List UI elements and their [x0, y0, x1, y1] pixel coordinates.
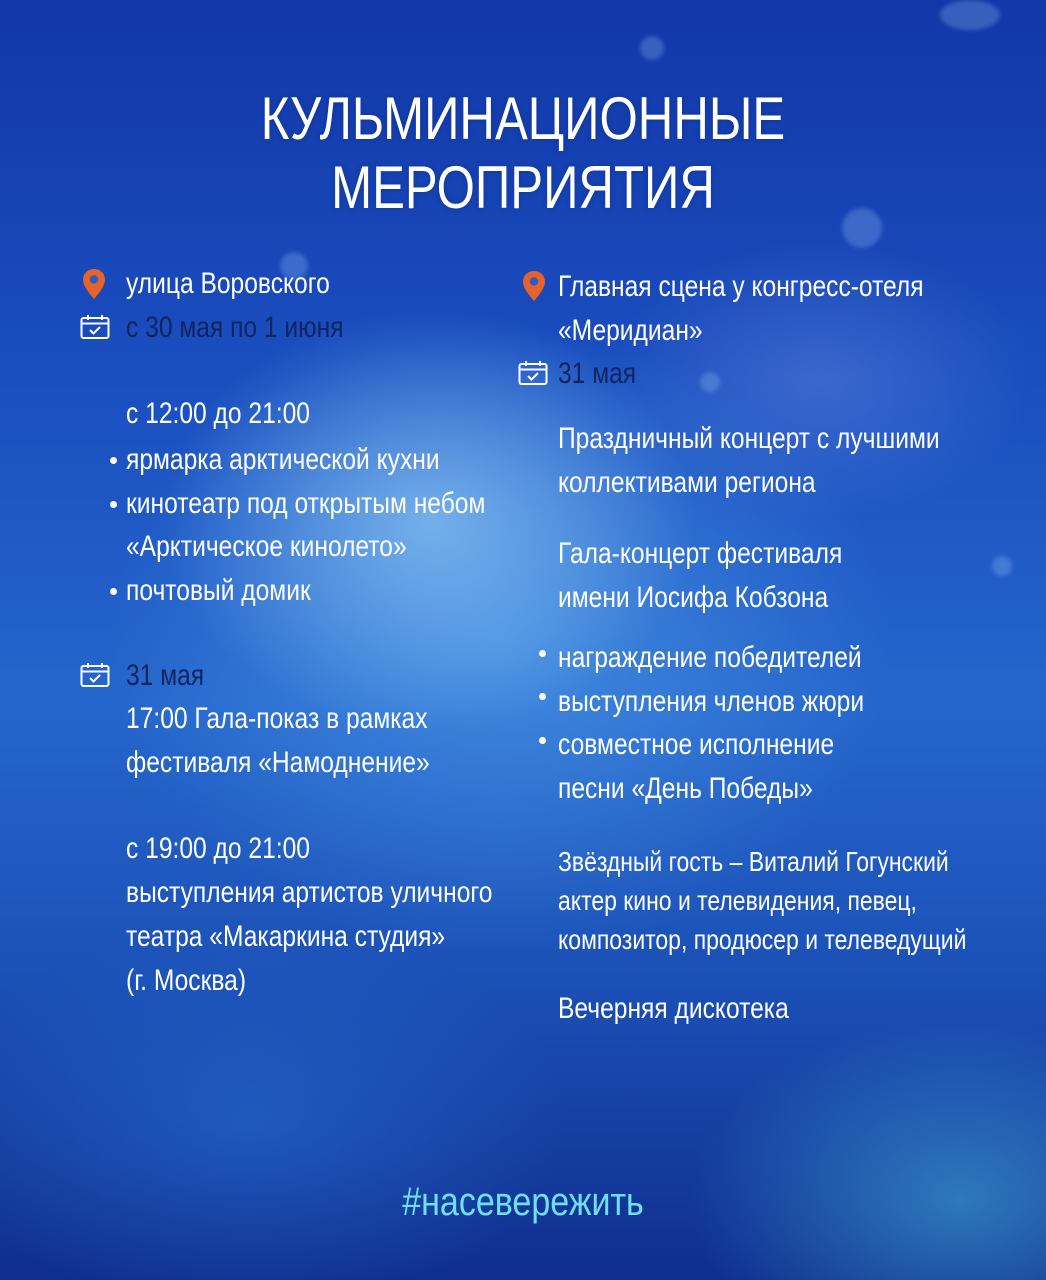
left-time-2: с 19:00 до 21:00: [126, 832, 310, 865]
left-date-2: 31 мая: [126, 659, 205, 692]
right-guest-line-2: актер кино и телевидения, певец,: [558, 885, 917, 916]
right-bullet-2: выступления членов жюри: [558, 685, 865, 718]
left-location: улица Воровского: [126, 267, 330, 300]
right-bullet-3-cont: песни «День Победы»: [558, 772, 813, 805]
right-gala-line-2: имени Иосифа Кобзона: [558, 581, 829, 614]
right-concert-line-2: коллективами региона: [558, 466, 816, 499]
bokeh-decor: [992, 556, 1012, 576]
left-dates: с 30 мая по 1 июня: [126, 311, 344, 344]
right-bullet-1: награждение победителей: [558, 641, 862, 674]
calendar-icon: [518, 360, 548, 386]
left-bullet-3: почтовый домик: [126, 574, 311, 607]
right-location-line-2: «Меридиан»: [558, 314, 703, 347]
left-perf-line-1: выступления артистов уличного: [126, 876, 493, 909]
bokeh-decor: [640, 36, 664, 60]
bullet-dot: [110, 501, 117, 508]
calendar-icon: [80, 662, 110, 688]
page-title: КУЛЬМИНАЦИОННЫЕ МЕРОПРИЯТИЯ: [260, 85, 786, 221]
right-concert-line-1: Праздничный концерт с лучшими: [558, 422, 940, 455]
left-show-line-1: 17:00 Гала-показ в рамках: [126, 702, 428, 735]
right-bullet-3: совместное исполнение: [558, 728, 835, 761]
calendar-icon: [80, 314, 110, 340]
left-perf-line-3: (г. Москва): [126, 964, 247, 997]
right-guest-line-1: Звёздный гость – Виталий Гогунский: [558, 846, 949, 877]
bullet-dot: [110, 457, 117, 464]
right-location-line-1: Главная сцена у конгресс-отеля: [558, 270, 924, 303]
left-bullet-1: ярмарка арктической кухни: [126, 443, 440, 476]
right-gala-line-1: Гала-концерт фестиваля: [558, 537, 843, 570]
map-pin-icon: [520, 270, 548, 302]
right-guest-line-3: композитор, продюсер и телеведущий: [558, 924, 967, 955]
bullet-dot: [539, 693, 546, 700]
bokeh-decor: [700, 372, 720, 392]
bullet-dot: [539, 650, 546, 657]
left-bullet-2-cont: «Арктическое кинолето»: [126, 530, 407, 563]
right-disco: Вечерняя дискотека: [558, 992, 789, 1025]
left-time-1: с 12:00 до 21:00: [126, 397, 310, 430]
left-show-line-2: фестиваля «Намоднение»: [126, 746, 430, 779]
left-bullet-2: кинотеатр под открытым небом: [126, 487, 486, 520]
left-perf-line-2: театра «Макаркина студия»: [126, 920, 446, 953]
bullet-dot: [539, 737, 546, 744]
bokeh-decor: [940, 0, 1000, 30]
hashtag: #насевережить: [402, 1180, 644, 1224]
bullet-dot: [110, 588, 117, 595]
map-pin-icon: [80, 268, 108, 300]
right-date: 31 мая: [558, 357, 637, 390]
